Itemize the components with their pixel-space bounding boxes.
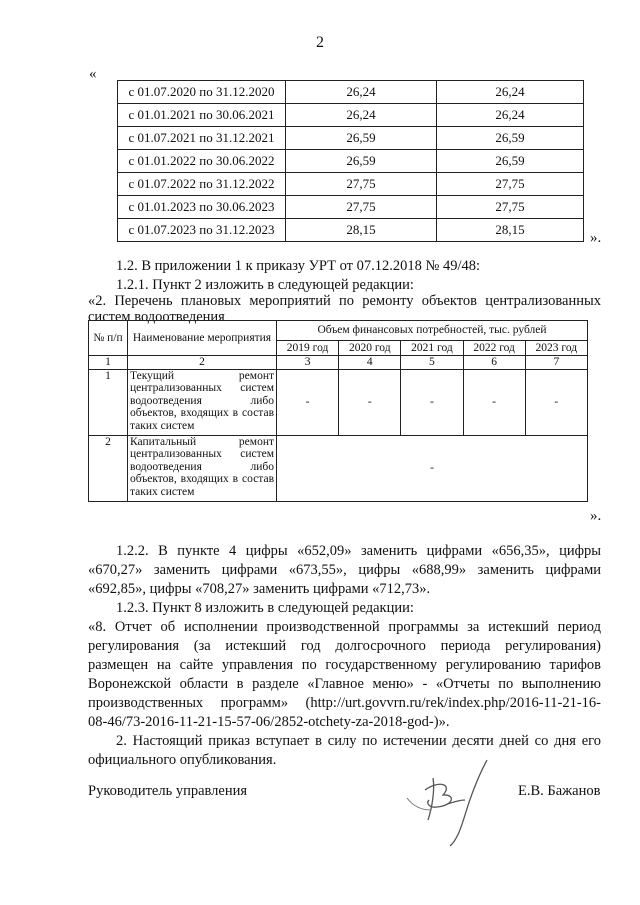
header-volume: Объем финансовых потребностей, тыс. рублей [277,321,588,341]
row-name: Текущий ремонт централизованных систем водоотведения либо объектов, входящих в состав таких систем [128,369,277,435]
clause-2-line1: 2. Настоящий приказ вступает в силу по истечении десяти дней со дня его [116,733,601,749]
row-name: Капитальный ремонт централизованных систем водоотведения либо объектов, входящих в состав таких систем [128,435,277,501]
page-number: 2 [316,34,324,51]
plan-table [88,320,588,502]
period-cell: с 01.07.2021 по 31.12.2021 [118,127,286,150]
index-cell: 6 [463,356,525,370]
header-name: Наименование мероприятия [128,321,277,356]
value-cell: 28,15 [437,219,584,242]
period-cell: с 01.07.2020 по 31.12.2020 [118,81,286,104]
year-header: 2019 год [277,341,339,356]
index-cell: 3 [277,356,339,370]
table-row [118,127,584,150]
value-cell: 27,75 [286,173,437,196]
clause-8-line: регулирования (за истекший год долгосрочного периода регулирования) [88,638,601,654]
subsection-1-2-1: 1.2.1. Пункт 2 изложить в следующей редакции: [116,277,414,293]
value-cell: 27,75 [286,196,437,219]
year-header: 2021 год [401,341,463,356]
subsection-1-2-2-line1: 1.2.2. В пункте 4 цифры «652,09» заменить цифрами «656,35», цифры [116,543,601,559]
section-1-2-heading: 1.2. В приложении 1 к приказу УРТ от 07.12.2018 № 49/48: [116,258,481,274]
row-value: - [525,369,587,435]
row-num: 1 [89,369,128,435]
value-cell: 26,59 [286,127,437,150]
clause-8-line: размещен на сайте управления по государственному регулированию тарифов [88,657,601,673]
period-cell: с 01.01.2022 по 30.06.2022 [118,150,286,173]
table-row [118,196,584,219]
table-row [89,435,588,501]
subsection-1-2-2-line3: «692,85», цифры «708,27» заменить цифрами «712,73». [88,581,431,597]
rates-table [117,80,584,242]
plan-closing-quote: ». [590,508,602,524]
table-row [118,150,584,173]
value-cell: 26,24 [437,104,584,127]
table-row [89,369,588,435]
row-num: 2 [89,435,128,501]
period-cell: с 01.01.2023 по 30.06.2023 [118,196,286,219]
index-cell: 5 [401,356,463,370]
table-row [118,219,584,242]
period-cell: с 01.07.2023 по 31.12.2023 [118,219,286,242]
clause-8-line: «8. Отчет об исполнении производственной программы за истекший период [88,619,601,635]
table-row [118,104,584,127]
handwritten-signature [395,750,505,850]
value-cell: 26,59 [437,150,584,173]
value-cell: 27,75 [437,173,584,196]
subsection-1-2-2-line2: «670,27» заменить цифрами «673,55», цифры «688,99» заменить цифрами [88,562,601,578]
row-value: - [339,369,401,435]
clause-2-line2: официального опубликования. [88,752,277,768]
opening-quote: « [89,66,97,82]
value-cell: 27,75 [437,196,584,219]
table-row [118,81,584,104]
index-cell: 1 [89,356,128,370]
row-value: - [463,369,525,435]
signer-name: Е.В. Бажанов [518,783,601,799]
signer-position: Руководитель управления [88,783,248,799]
year-header: 2020 год [339,341,401,356]
value-cell: 26,24 [286,104,437,127]
year-header: 2022 год [463,341,525,356]
rates-closing-quote: ». [590,230,602,246]
clause-8-link-line: производственных программ» (http://urt.govvrn.ru/rek/index.php/2016-11-21-16- [88,695,601,711]
value-cell: 28,15 [286,219,437,242]
table-row [118,173,584,196]
value-cell: 26,59 [437,127,584,150]
row-merged-value: - [277,435,588,501]
subsection-1-2-3-heading: 1.2.3. Пункт 8 изложить в следующей редакции: [116,600,414,616]
value-cell: 26,24 [286,81,437,104]
header-num: № п/п [89,321,128,356]
clause-8-line: Воронежской области в разделе «Главное меню» - «Отчеты по выполнению [88,676,601,692]
index-cell: 4 [339,356,401,370]
year-header: 2023 год [525,341,587,356]
index-cell: 7 [525,356,587,370]
clause-8-link-line: 08-46/73-2016-11-21-15-57-06/2852-otchety-za-2018-god-)». [88,714,450,730]
row-value: - [277,369,339,435]
row-value: - [401,369,463,435]
index-cell: 2 [128,356,277,370]
period-cell: с 01.01.2021 по 30.06.2021 [118,104,286,127]
period-cell: с 01.07.2022 по 31.12.2022 [118,173,286,196]
value-cell: 26,59 [286,150,437,173]
list-title: «2. Перечень плановых мероприятий по ремонту объектов централизованных систем водоотведения [88,293,601,325]
value-cell: 26,24 [437,81,584,104]
